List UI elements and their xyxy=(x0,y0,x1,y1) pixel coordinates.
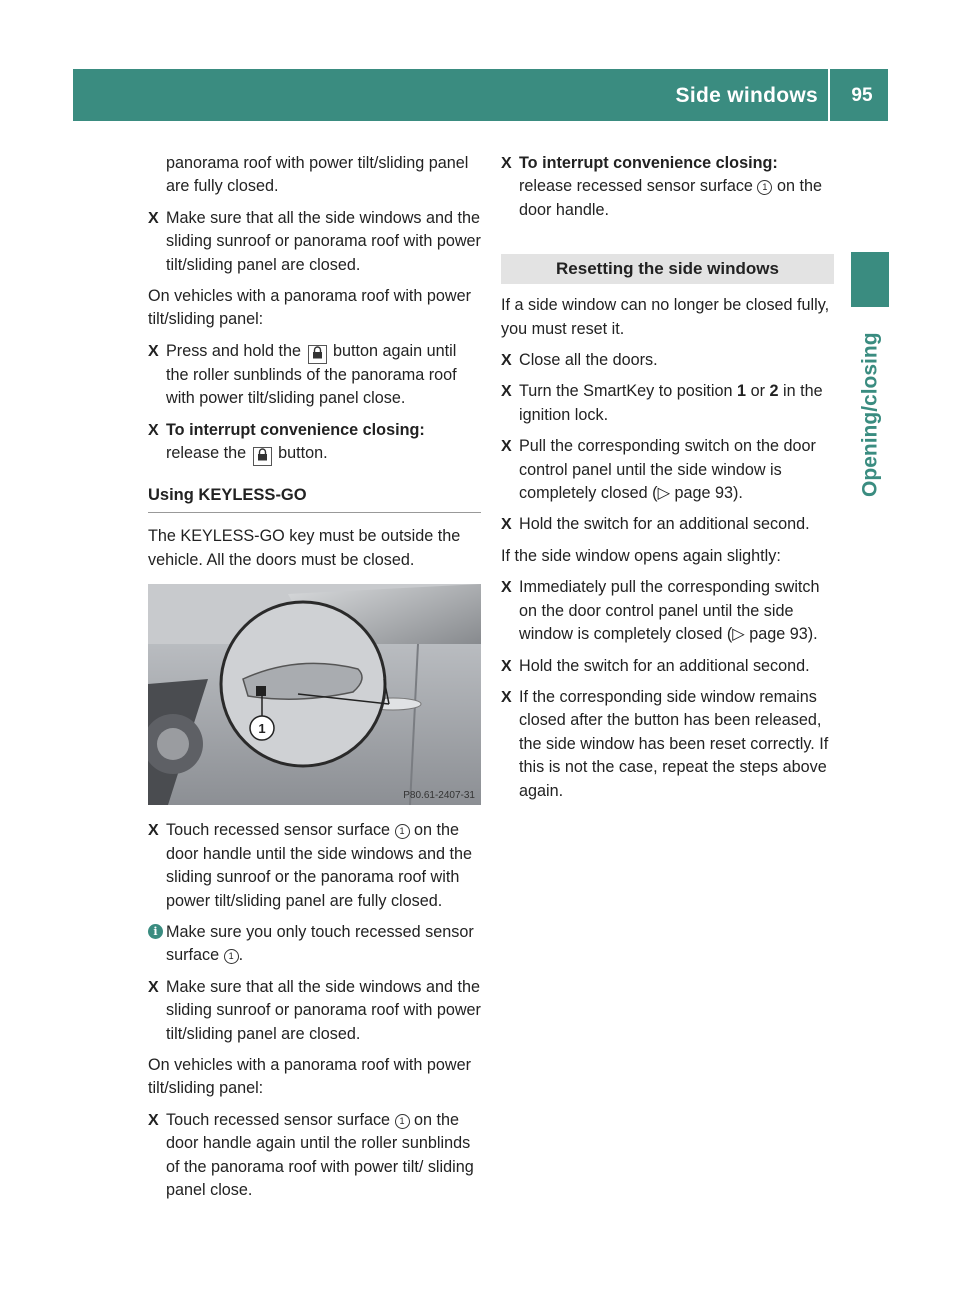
step-marker-icon: X xyxy=(148,822,159,840)
left-column xyxy=(148,152,481,1210)
info-note: i Make sure you only touch recessed sensor surface 1 . xyxy=(148,921,481,968)
circled-one-icon: 1 xyxy=(224,949,239,964)
subsection-heading: Using KEYLESS-GO xyxy=(148,484,481,513)
circled-one-icon: 1 xyxy=(395,1114,410,1129)
instruction-step: X Pull the corresponding switch on the door control panel until the side window is completely closed (▷ page 93). xyxy=(501,437,816,503)
paragraph: The KEYLESS-GO key must be outside the vehicle. All the doors must be closed. xyxy=(148,527,461,569)
instruction-step: X If the corresponding side window remains closed after the button has been released, the side window has been reset correctly. If this is not the case, repeat the steps above again. xyxy=(501,687,829,800)
paragraph: If the side window opens again slightly: xyxy=(501,546,781,565)
instruction-step: X Make sure that all the side windows and the sliding sunroof or panorama roof with power tilt/sliding panel are closed. xyxy=(148,977,481,1043)
door-handle-figure xyxy=(148,584,481,805)
section-title: Side windows xyxy=(675,84,818,107)
step-marker-icon: X xyxy=(148,978,159,996)
step-marker-icon: X xyxy=(501,438,512,456)
instruction-step: X Turn the SmartKey to position 1 or 2 in the ignition lock. xyxy=(501,382,823,424)
page-reference[interactable]: page 93 xyxy=(749,625,808,644)
paragraph: If a side window can no longer be closed fully, you must reset it. xyxy=(501,296,830,338)
page-reference[interactable]: page 93 xyxy=(674,484,734,503)
chapter-label: Opening/closing xyxy=(858,332,882,498)
step-marker-icon: X xyxy=(501,579,512,597)
step-marker-icon: X xyxy=(148,1111,159,1129)
lock-icon xyxy=(253,447,272,466)
figure-callout: 1 xyxy=(258,721,266,737)
lock-icon xyxy=(308,345,327,364)
step-marker-icon: X xyxy=(501,657,512,675)
instruction-step: X To interrupt convenience closing: release the button. xyxy=(148,419,481,466)
step-marker-icon: X xyxy=(148,421,159,439)
step-marker-icon: X xyxy=(501,688,512,706)
figure-code: P80.61-2407-31 xyxy=(403,790,475,802)
circled-one-icon: 1 xyxy=(395,824,410,839)
right-column xyxy=(501,152,834,811)
info-icon: i xyxy=(148,924,163,939)
step-marker-icon: X xyxy=(501,352,512,370)
instruction-step: X Make sure that all the side windows and the sliding sunroof or panorama roof with power tilt/sliding panel are closed. xyxy=(148,208,481,274)
page-header xyxy=(73,69,888,121)
section-heading: Resetting the side windows xyxy=(501,254,834,284)
circled-one-icon: 1 xyxy=(757,180,772,195)
instruction-step: X Immediately pull the corresponding switch on the door control panel until the side window is completely closed (▷ page 93). xyxy=(501,578,820,644)
instruction-step: X Close all the doors. xyxy=(501,349,834,372)
chapter-tab xyxy=(851,252,889,307)
page-number: 95 xyxy=(851,85,873,106)
step-marker-icon: X xyxy=(501,155,512,172)
step-marker-icon: X xyxy=(148,209,159,227)
page-ref-arrow-icon: ▷ xyxy=(657,484,671,503)
step-marker-icon: X xyxy=(501,383,512,401)
continued-text: panorama roof with power tilt/sliding panel are fully closed. xyxy=(166,154,469,196)
instruction-step: X Touch recessed sensor surface 1 on the door handle again until the roller sunblinds of the panorama roof with power tilt/ sliding panel close. xyxy=(148,1110,474,1199)
step-marker-icon: X xyxy=(501,516,512,534)
page-ref-arrow-icon: ▷ xyxy=(732,625,745,644)
step-marker-icon: X xyxy=(148,342,159,360)
instruction-step: X Touch recessed sensor surface 1 on the door handle until the side windows and the sliding sunroof or the panorama roof with power tilt/sliding panel are fully closed. xyxy=(148,821,472,910)
instruction-step: X Hold the switch for an additional second. xyxy=(501,513,834,536)
instruction-step: X To interrupt convenience closing: release recessed sensor surface 1 on the door handle. xyxy=(501,154,822,219)
paragraph: On vehicles with a panorama roof with power tilt/sliding panel: xyxy=(148,1055,472,1098)
instruction-step: X Press and hold the button again until the roller sunblinds of the panorama roof with power tilt/sliding panel close. xyxy=(148,341,457,408)
header-divider xyxy=(828,69,830,121)
paragraph: On vehicles with a panorama roof with power tilt/sliding panel: xyxy=(148,287,472,329)
instruction-step: X Hold the switch for an additional second. xyxy=(501,655,834,678)
